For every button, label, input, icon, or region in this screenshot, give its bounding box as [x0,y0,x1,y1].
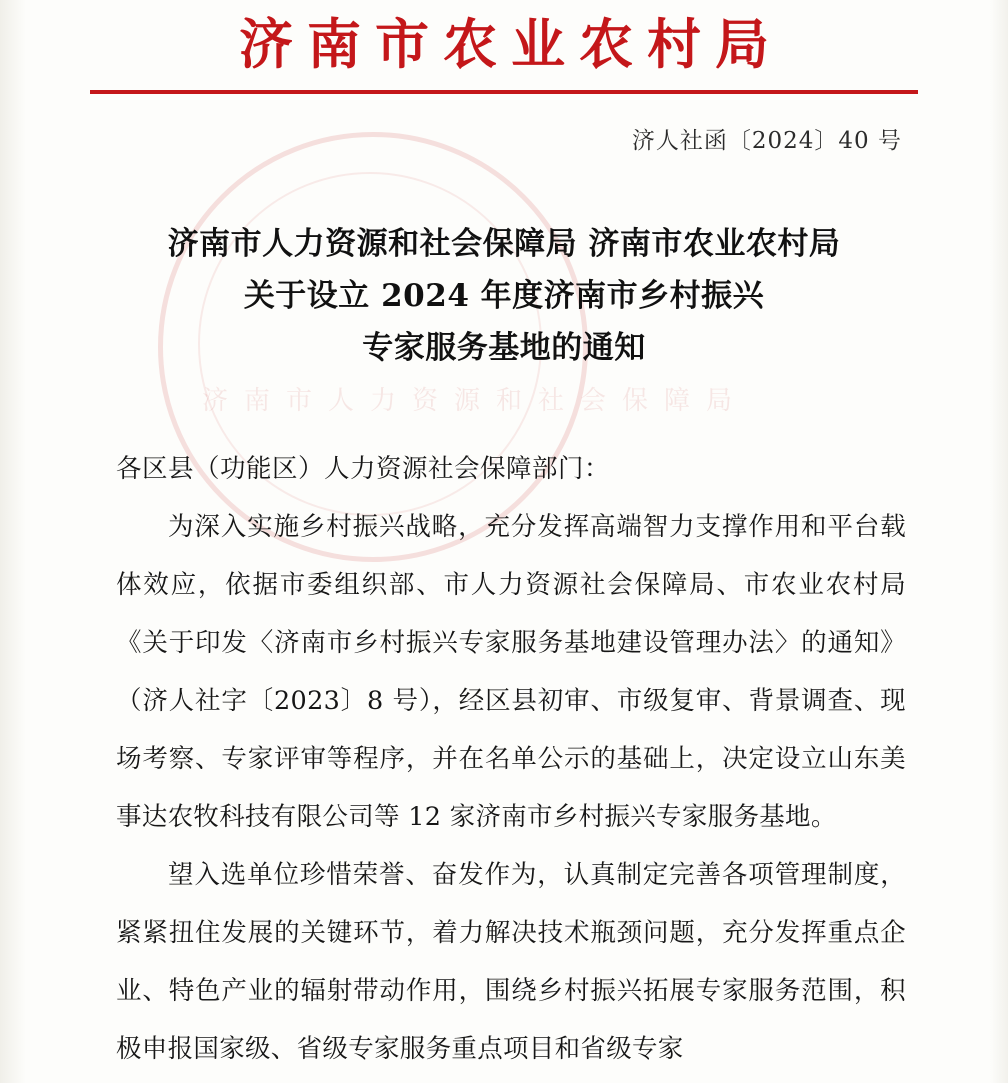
title-line-3: 专家服务基地的通知 [362,330,646,366]
masthead-red-rule [90,90,918,94]
salutation: 各区县（功能区）人力资源社会保障部门： [116,454,611,484]
paragraph-2: 望入选单位珍惜荣誉、奋发作为，认真制定完善各项管理制度，紧紧扭住发展的关键环节，着力解决技术瓶颈问题，充分发挥重点企业、特色产业的辐射带动作用，围绕乡村振兴拓展专家服务范围，积极申报国家级、省级专家服务重点项目和省级专家 [116,860,906,1064]
masthead-organization-title: 济南市农业农村局 [239,12,783,76]
title-line-1: 济南市人力资源和社会保障局 济南市农业农村局 [167,226,841,262]
masthead [0,0,1008,94]
document-body [116,440,906,1078]
document-title [104,218,904,374]
title-line-2: 关于设立 2024 年度济南市乡村振兴 [243,278,765,314]
paragraph-1: 为深入实施乡村振兴战略，充分发挥高端智力支撑作用和平台载体效应，依据市委组织部、市人力资源社会保障局、市农业农村局《关于印发〈济南市乡村振兴专家服务基地建设管理办法〉的通知》（济人社字〔2023〕8 号），经区县初审、市级复审、背景调查、现场考察、专家评审等程序，并在名单公示的基础上，决定设立山东美事达农牧科技有限公司等 12 家济南市乡村振兴专家服务基地。 [116,512,906,832]
document-number: 济人社函〔2024〕40 号 [631,128,902,154]
